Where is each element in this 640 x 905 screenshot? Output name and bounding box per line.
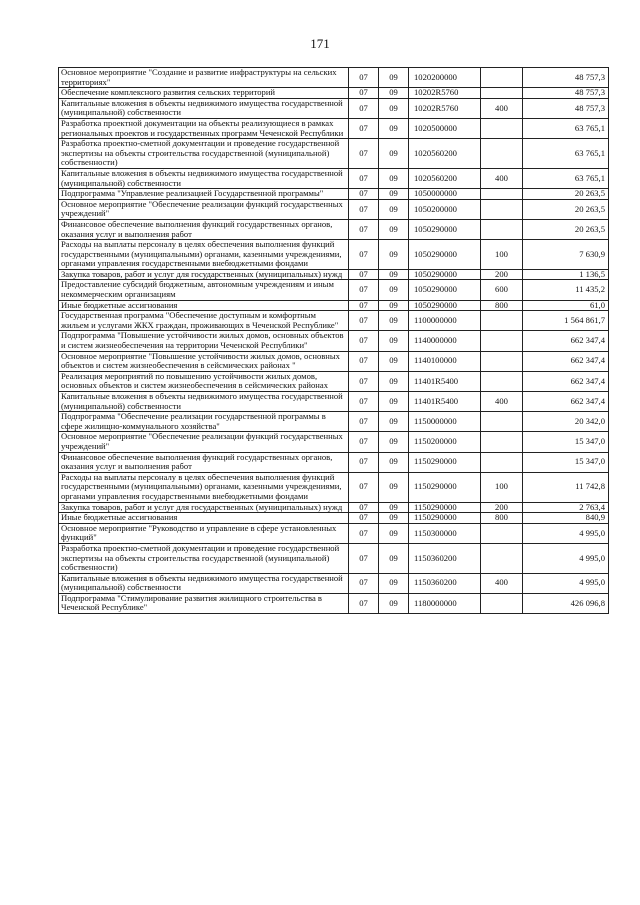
section-code: 07 xyxy=(349,189,379,200)
table-row xyxy=(59,300,609,311)
expense-type-code xyxy=(481,351,523,371)
table-row xyxy=(59,199,609,219)
subsection-code: 09 xyxy=(379,412,409,432)
section-code: 07 xyxy=(349,543,379,573)
expense-type-code xyxy=(481,118,523,138)
amount: 15 347,0 xyxy=(523,452,609,472)
table-row xyxy=(59,219,609,239)
item-name: Закупка товаров, работ и услуг для государственных (муниципальных) нужд xyxy=(59,269,349,280)
subsection-code: 09 xyxy=(379,300,409,311)
amount: 662 347,4 xyxy=(523,351,609,371)
expense-type-code xyxy=(481,523,523,543)
expense-type-code xyxy=(481,189,523,200)
subsection-code: 09 xyxy=(379,432,409,452)
item-name: Основное мероприятие "Создание и развитие инфраструктуры на сельских территориях" xyxy=(59,68,349,88)
target-article-code: 1020560200 xyxy=(409,139,481,169)
section-code: 07 xyxy=(349,593,379,613)
target-article-code: 1150360200 xyxy=(409,573,481,593)
subsection-code: 09 xyxy=(379,311,409,331)
section-code: 07 xyxy=(349,300,379,311)
target-article-code: 1150290000 xyxy=(409,472,481,502)
table-row xyxy=(59,269,609,280)
table-row xyxy=(59,543,609,573)
expense-type-code xyxy=(481,219,523,239)
subsection-code: 09 xyxy=(379,392,409,412)
table-row xyxy=(59,139,609,169)
item-name: Разработка проектно-сметной документации и проведение государственной экспертизы на объекты строительства государственной (муниципальной) собственности) xyxy=(59,139,349,169)
amount: 63 765,1 xyxy=(523,168,609,188)
target-article-code: 1050290000 xyxy=(409,219,481,239)
target-article-code: 1100000000 xyxy=(409,311,481,331)
expense-type-code: 600 xyxy=(481,280,523,300)
item-name: Обеспечение комплексного развития сельских территорий xyxy=(59,88,349,99)
section-code: 07 xyxy=(349,311,379,331)
section-code: 07 xyxy=(349,269,379,280)
item-name: Основное мероприятие "Обеспечение реализации функций государственных учреждений" xyxy=(59,432,349,452)
target-article-code: 1150000000 xyxy=(409,412,481,432)
table-row xyxy=(59,452,609,472)
target-article-code: 1020500000 xyxy=(409,118,481,138)
expense-type-code: 400 xyxy=(481,392,523,412)
item-name: Основное мероприятие "Повышение устойчивости жилых домов, основных объектов и систем жизнеобеспечения в сейсмических районах " xyxy=(59,351,349,371)
target-article-code: 1020200000 xyxy=(409,68,481,88)
amount: 48 757,3 xyxy=(523,68,609,88)
expense-type-code: 400 xyxy=(481,98,523,118)
subsection-code: 09 xyxy=(379,219,409,239)
table-row xyxy=(59,412,609,432)
section-code: 07 xyxy=(349,523,379,543)
section-code: 07 xyxy=(349,168,379,188)
amount: 4 995,0 xyxy=(523,573,609,593)
item-name: Подпрограмма "Управление реализацией Государственной программы" xyxy=(59,189,349,200)
table-row xyxy=(59,331,609,351)
table-row xyxy=(59,523,609,543)
subsection-code: 09 xyxy=(379,118,409,138)
item-name: Разработка проектной документации на объекты реализующиеся в рамках региональных проектов и государственных программ Чеченской Республики xyxy=(59,118,349,138)
amount: 426 096,8 xyxy=(523,593,609,613)
section-code: 07 xyxy=(349,199,379,219)
amount: 840,9 xyxy=(523,513,609,524)
table-row xyxy=(59,593,609,613)
amount: 48 757,3 xyxy=(523,98,609,118)
item-name: Подпрограмма "Повышение устойчивости жилых домов, основных объектов и систем жизнеобеспечения на территории Чеченской Республики" xyxy=(59,331,349,351)
expense-type-code xyxy=(481,199,523,219)
item-name: Разработка проектно-сметной документации и проведение государственной экспертизы на объекты строительства государственной (муниципальной) собственности) xyxy=(59,543,349,573)
expense-type-code xyxy=(481,371,523,391)
amount: 662 347,4 xyxy=(523,331,609,351)
table-row xyxy=(59,513,609,524)
subsection-code: 09 xyxy=(379,68,409,88)
expense-type-code: 800 xyxy=(481,513,523,524)
amount: 1 136,5 xyxy=(523,269,609,280)
section-code: 07 xyxy=(349,280,379,300)
budget-table-body xyxy=(59,68,609,614)
item-name: Капитальные вложения в объекты недвижимого имущества государственной (муниципальной) собственности xyxy=(59,168,349,188)
amount: 4 995,0 xyxy=(523,523,609,543)
item-name: Реализация мероприятий по повышению устойчивости жилых домов, основных объектов и систем жизнеобеспечения в сейсмических районах xyxy=(59,371,349,391)
target-article-code: 1140000000 xyxy=(409,331,481,351)
section-code: 07 xyxy=(349,351,379,371)
item-name: Подпрограмма "Обеспечение реализации государственной программы в сфере жилищно-коммунального хозяйства" xyxy=(59,412,349,432)
amount: 63 765,1 xyxy=(523,118,609,138)
amount: 48 757,3 xyxy=(523,88,609,99)
table-row xyxy=(59,472,609,502)
expense-type-code: 400 xyxy=(481,168,523,188)
table-row xyxy=(59,280,609,300)
item-name: Основное мероприятие "Руководство и управление в сфере установленных функций" xyxy=(59,523,349,543)
item-name: Финансовое обеспечение выполнения функций государственных органов, оказания услуг и выполнения работ xyxy=(59,219,349,239)
subsection-code: 09 xyxy=(379,513,409,524)
expense-type-code xyxy=(481,543,523,573)
expense-type-code xyxy=(481,412,523,432)
subsection-code: 09 xyxy=(379,199,409,219)
amount: 20 263,5 xyxy=(523,219,609,239)
section-code: 07 xyxy=(349,573,379,593)
section-code: 07 xyxy=(349,472,379,502)
subsection-code: 09 xyxy=(379,371,409,391)
item-name: Расходы на выплаты персоналу в целях обеспечения выполнения функций государственными (муниципальными) органами, казенными учреждениями, органами управления государственными внебюджетными фондами xyxy=(59,472,349,502)
table-row xyxy=(59,168,609,188)
section-code: 07 xyxy=(349,219,379,239)
table-row xyxy=(59,392,609,412)
target-article-code: 1150300000 xyxy=(409,523,481,543)
amount: 15 347,0 xyxy=(523,432,609,452)
expense-type-code xyxy=(481,88,523,99)
item-name: Капитальные вложения в объекты недвижимого имущества государственной (муниципальной) собственности xyxy=(59,98,349,118)
page-number: 171 xyxy=(310,36,330,51)
target-article-code: 1050200000 xyxy=(409,199,481,219)
amount: 2 763,4 xyxy=(523,502,609,513)
subsection-code: 09 xyxy=(379,593,409,613)
expense-type-code xyxy=(481,139,523,169)
table-row xyxy=(59,118,609,138)
target-article-code: 1050290000 xyxy=(409,240,481,270)
target-article-code: 1150360200 xyxy=(409,543,481,573)
table-row xyxy=(59,311,609,331)
item-name: Закупка товаров, работ и услуг для государственных (муниципальных) нужд xyxy=(59,502,349,513)
item-name: Иные бюджетные ассигнования xyxy=(59,300,349,311)
item-name: Расходы на выплаты персоналу в целях обеспечения выполнения функций государственными (муниципальными) органами, казенными учреждениями, органами управления государственными внебюджетными фондами xyxy=(59,240,349,270)
target-article-code: 10202R5760 xyxy=(409,88,481,99)
item-name: Капитальные вложения в объекты недвижимого имущества государственной (муниципальной) собственности xyxy=(59,392,349,412)
target-article-code: 1050290000 xyxy=(409,269,481,280)
item-name: Финансовое обеспечение выполнения функций государственных органов, оказания услуг и выполнения работ xyxy=(59,452,349,472)
expense-type-code: 100 xyxy=(481,472,523,502)
expense-type-code xyxy=(481,311,523,331)
amount: 20 263,5 xyxy=(523,189,609,200)
subsection-code: 09 xyxy=(379,168,409,188)
target-article-code: 11401R5400 xyxy=(409,392,481,412)
table-row xyxy=(59,573,609,593)
target-article-code: 1050290000 xyxy=(409,280,481,300)
table-row xyxy=(59,502,609,513)
target-article-code: 1050290000 xyxy=(409,300,481,311)
table-row xyxy=(59,189,609,200)
section-code: 07 xyxy=(349,118,379,138)
section-code: 07 xyxy=(349,513,379,524)
item-name: Государственная программа "Обеспечение доступным и комфортным жильем и услугами ЖКХ граждан, проживающих в Чеченской Республике" xyxy=(59,311,349,331)
amount: 11 742,8 xyxy=(523,472,609,502)
item-name: Иные бюджетные ассигнования xyxy=(59,513,349,524)
subsection-code: 09 xyxy=(379,98,409,118)
section-code: 07 xyxy=(349,432,379,452)
subsection-code: 09 xyxy=(379,452,409,472)
table-row xyxy=(59,68,609,88)
amount: 1 564 861,7 xyxy=(523,311,609,331)
subsection-code: 09 xyxy=(379,331,409,351)
target-article-code: 1150290000 xyxy=(409,502,481,513)
subsection-code: 09 xyxy=(379,240,409,270)
section-code: 07 xyxy=(349,88,379,99)
target-article-code: 1150290000 xyxy=(409,452,481,472)
table-row xyxy=(59,88,609,99)
subsection-code: 09 xyxy=(379,472,409,502)
table-row xyxy=(59,371,609,391)
section-code: 07 xyxy=(349,371,379,391)
amount: 63 765,1 xyxy=(523,139,609,169)
table-row xyxy=(59,98,609,118)
amount: 7 630,9 xyxy=(523,240,609,270)
expense-type-code xyxy=(481,432,523,452)
subsection-code: 09 xyxy=(379,523,409,543)
target-article-code: 1140100000 xyxy=(409,351,481,371)
expense-type-code xyxy=(481,331,523,351)
subsection-code: 09 xyxy=(379,543,409,573)
expense-type-code: 800 xyxy=(481,300,523,311)
target-article-code: 1180000000 xyxy=(409,593,481,613)
section-code: 07 xyxy=(349,502,379,513)
table-row xyxy=(59,351,609,371)
section-code: 07 xyxy=(349,452,379,472)
expense-type-code: 200 xyxy=(481,269,523,280)
section-code: 07 xyxy=(349,412,379,432)
target-article-code: 1150200000 xyxy=(409,432,481,452)
expense-type-code: 100 xyxy=(481,240,523,270)
item-name: Предоставление субсидий бюджетным, автономным учреждениям и иным некоммерческим организациям xyxy=(59,280,349,300)
target-article-code: 11401R5400 xyxy=(409,371,481,391)
subsection-code: 09 xyxy=(379,189,409,200)
section-code: 07 xyxy=(349,240,379,270)
subsection-code: 09 xyxy=(379,269,409,280)
subsection-code: 09 xyxy=(379,573,409,593)
table-row xyxy=(59,432,609,452)
subsection-code: 09 xyxy=(379,502,409,513)
item-name: Основное мероприятие "Обеспечение реализации функций государственных учреждений" xyxy=(59,199,349,219)
subsection-code: 09 xyxy=(379,280,409,300)
amount: 20 263,5 xyxy=(523,199,609,219)
section-code: 07 xyxy=(349,98,379,118)
subsection-code: 09 xyxy=(379,351,409,371)
expense-type-code xyxy=(481,593,523,613)
amount: 662 347,4 xyxy=(523,392,609,412)
amount: 662 347,4 xyxy=(523,371,609,391)
target-article-code: 1020560200 xyxy=(409,168,481,188)
amount: 20 342,0 xyxy=(523,412,609,432)
item-name: Капитальные вложения в объекты недвижимого имущества государственной (муниципальной) собственности xyxy=(59,573,349,593)
section-code: 07 xyxy=(349,139,379,169)
target-article-code: 10202R5760 xyxy=(409,98,481,118)
expense-type-code: 400 xyxy=(481,573,523,593)
section-code: 07 xyxy=(349,68,379,88)
subsection-code: 09 xyxy=(379,88,409,99)
section-code: 07 xyxy=(349,331,379,351)
table-row xyxy=(59,240,609,270)
expense-type-code xyxy=(481,452,523,472)
budget-table xyxy=(58,67,609,614)
section-code: 07 xyxy=(349,392,379,412)
expense-type-code xyxy=(481,68,523,88)
item-name: Подпрограмма "Стимулирование развития жилищного строительства в Чеченской Республике" xyxy=(59,593,349,613)
expense-type-code: 200 xyxy=(481,502,523,513)
subsection-code: 09 xyxy=(379,139,409,169)
target-article-code: 1150290000 xyxy=(409,513,481,524)
amount: 61,0 xyxy=(523,300,609,311)
amount: 11 435,2 xyxy=(523,280,609,300)
target-article-code: 1050000000 xyxy=(409,189,481,200)
amount: 4 995,0 xyxy=(523,543,609,573)
